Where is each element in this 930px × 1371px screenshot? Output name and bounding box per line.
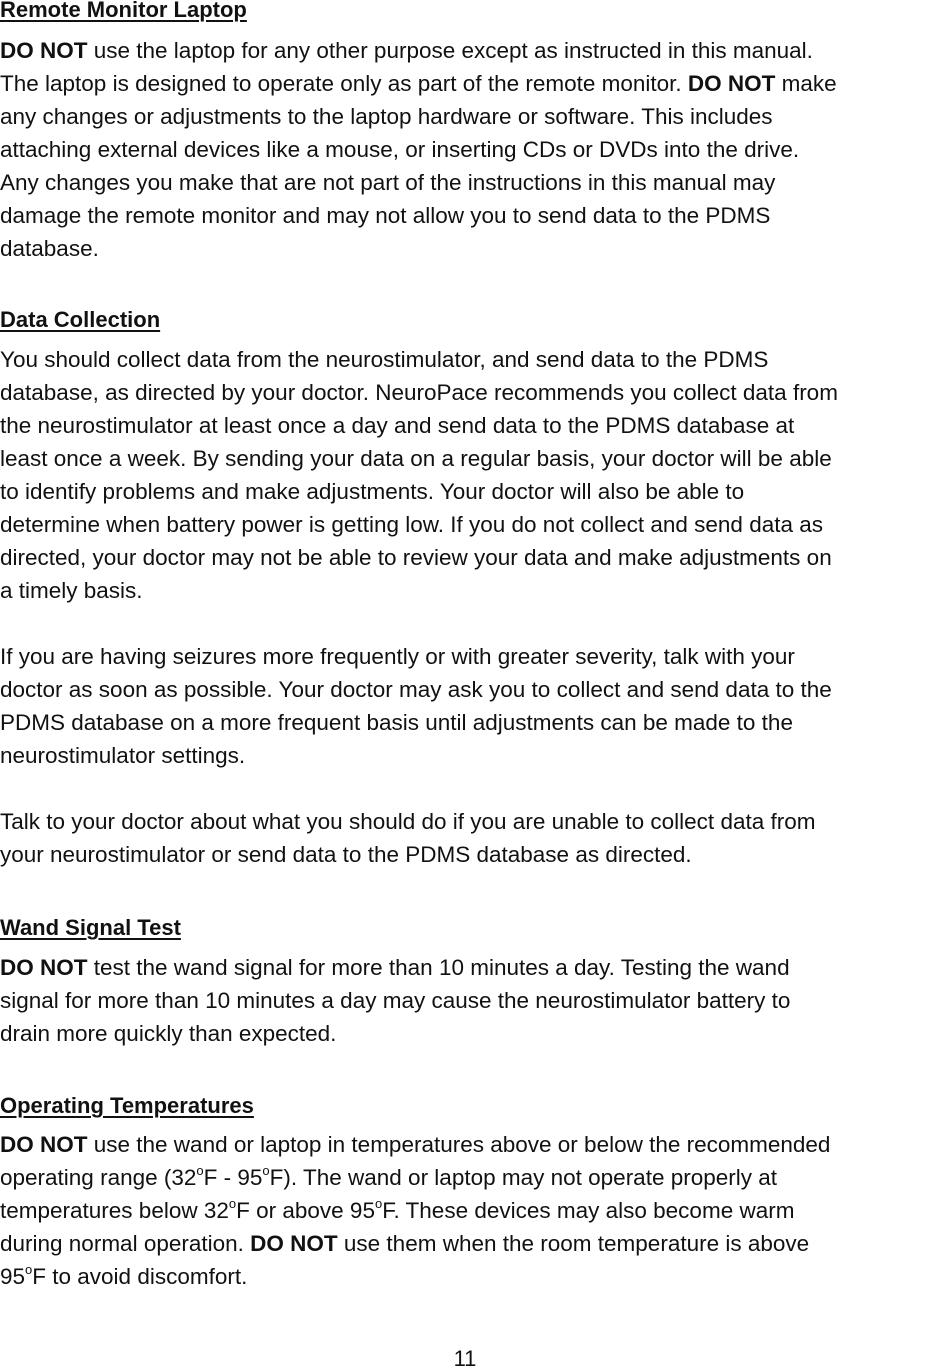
paragraph-data-collection-3	[0, 805, 930, 871]
text-line: neurostimulator settings.	[0, 743, 246, 768]
text-line: directed, your doctor may not be able to review your data and make adjustments on	[0, 545, 832, 570]
paragraph-operating-temperatures	[0, 1128, 930, 1293]
text-line: during normal operation. DO NOT use them when the room temperature is above	[0, 1231, 810, 1256]
text-line: a timely basis.	[0, 578, 143, 603]
text-line: DO NOT use the wand or laptop in temperatures above or below the recommended	[0, 1132, 831, 1157]
heading-data-collection: Data Collection	[0, 307, 161, 332]
text-line: 95$^o$F to avoid discomfort.	[0, 1261, 248, 1289]
text-line: operating range (32$^o$F - 95$^o$F). The wand or laptop may not operate properly at	[0, 1162, 778, 1190]
text-line: PDMS database on a more frequent basis until adjustments can be made to the	[0, 710, 793, 735]
heading-wand-signal-test: Wand Signal Test	[0, 915, 181, 940]
text-line: to identify problems and make adjustments. Your doctor will also be able to	[0, 479, 745, 504]
text-line: database.	[0, 236, 99, 261]
heading-operating-temperatures: Operating Temperatures	[0, 1093, 254, 1118]
text-line: determine when battery power is getting low. If you do not collect and send data as	[0, 512, 823, 537]
text-line: damage the remote monitor and may not allow you to send data to the PDMS	[0, 203, 771, 228]
degree-symbol: o	[374, 1195, 383, 1211]
degree-symbol: o	[25, 1261, 33, 1277]
text-line: Any changes you make that are not part of the instructions in this manual may	[0, 170, 776, 195]
text-line: doctor as soon as possible. Your doctor may ask you to collect and send data to the	[0, 677, 832, 702]
paragraph-wand-signal-test	[0, 951, 930, 1050]
paragraph-data-collection-1	[0, 343, 930, 607]
text-line: DO NOT test the wand signal for more than 10 minutes a day. Testing the wand	[0, 955, 790, 980]
text-line: If you are having seizures more frequently or with greater severity, talk with your	[0, 644, 795, 669]
text-line: drain more quickly than expected.	[0, 1021, 337, 1046]
paragraph-remote-monitor-laptop	[0, 34, 930, 265]
heading-remote-monitor-laptop: Remote Monitor Laptop	[0, 0, 247, 22]
text-line: The laptop is designed to operate only as part of the remote monitor. DO NOT make	[0, 71, 837, 96]
text-line: database, as directed by your doctor. NeuroPace recommends you collect data from	[0, 380, 838, 405]
text-line: least once a week. By sending your data on a regular basis, your doctor will be able	[0, 446, 832, 471]
paragraph-data-collection-2	[0, 640, 930, 772]
degree-symbol: o	[196, 1162, 204, 1178]
text-line: any changes or adjustments to the laptop hardware or software. This includes	[0, 104, 773, 129]
page-number: 11	[453, 1346, 477, 1371]
text-line: signal for more than 10 minutes a day may cause the neurostimulator battery to	[0, 988, 791, 1013]
degree-symbol: o	[228, 1195, 237, 1211]
degree-symbol: o	[262, 1162, 270, 1178]
text-line: your neurostimulator or send data to the PDMS database as directed.	[0, 842, 692, 867]
text-line: Talk to your doctor about what you should do if you are unable to collect data from	[0, 809, 816, 834]
text-line: temperatures below 32$^o$F or above 95$^o$F. These devices may also become warm	[0, 1195, 795, 1223]
text-line: attaching external devices like a mouse, or inserting CDs or DVDs into the drive.	[0, 137, 800, 162]
text-line: the neurostimulator at least once a day and send data to the PDMS database at	[0, 413, 795, 438]
text-line: DO NOT use the laptop for any other purpose except as instructed in this manual.	[0, 38, 813, 63]
text-line: You should collect data from the neurostimulator, and send data to the PDMS	[0, 347, 769, 372]
